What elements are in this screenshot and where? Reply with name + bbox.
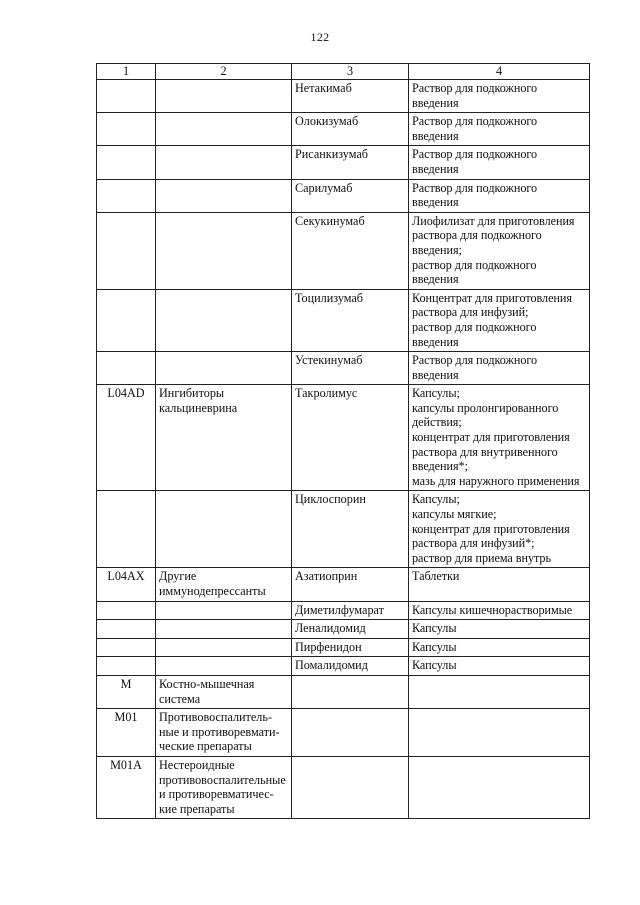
atc-code-cell [97,638,156,657]
table-row [97,709,590,757]
atc-code-cell [97,146,156,179]
atc-code-cell [97,657,156,676]
group-name-cell [156,146,292,179]
table-row [97,601,590,620]
dosage-form-cell [409,638,590,657]
drug-name-cell: Помалидомид [292,657,409,676]
drug-name-cell: Нетакимаб [292,80,409,113]
drug-name-cell [292,756,409,818]
drug-name-cell: Такролимус [292,385,409,491]
drug-name-cell: Пирфенидон [292,638,409,657]
dosage-form-line: раствор для приема внутрь [412,550,551,565]
table-row [97,568,590,601]
group-name-line: система [159,691,201,706]
dosage-form-line: Раствор для подкожного [412,114,538,129]
dosage-form-line: действия; [412,415,462,430]
atc-code-cell: M01A [97,756,156,818]
dosage-form-line: раствора для подкожного [412,228,542,243]
dosage-form-line: введения [412,367,459,382]
dosage-form-line: Капсулы; [412,386,460,401]
table-row [97,385,590,491]
group-name-line: кие препараты [159,801,235,816]
dosage-form-line: введения; [412,242,462,257]
dosage-form-cell [409,756,590,818]
group-name-cell [156,113,292,146]
group-name-line: Другие [159,569,197,584]
group-name-line: Нестероидные [159,757,235,772]
atc-code-cell [97,80,156,113]
group-name-cell [156,212,292,289]
table-row [97,352,590,385]
dosage-form-line: раствор для подкожного [412,257,537,272]
group-name-line: кальциневрина [159,400,238,415]
dosage-form-line: концентрат для приготовления [412,521,570,536]
drug-name-cell: Сарилумаб [292,179,409,212]
drug-name-cell: Леналидомид [292,620,409,639]
dosage-form-line: раствора для внутривенного [412,444,558,459]
atc-code-cell: M [97,676,156,709]
dosage-form-cell [409,80,590,113]
atc-code-cell [97,491,156,568]
dosage-form-line: Капсулы [412,639,457,654]
drug-name-cell [292,709,409,757]
group-name-line: ные и противоревмати- [159,724,280,739]
dosage-form-line: Таблетки [412,569,460,584]
dosage-form-line: введения [412,334,459,349]
drug-name-cell: Секукинумаб [292,212,409,289]
atc-code-cell: M01 [97,709,156,757]
table-header-row [97,64,590,80]
drug-table [96,63,590,819]
drug-name-cell: Диметилфумарат [292,601,409,620]
atc-code-cell: L04AX [97,568,156,601]
dosage-form-line: введения [412,128,459,143]
group-name-line: противовоспалительные [159,772,286,787]
dosage-form-cell [409,289,590,351]
table-row [97,179,590,212]
dosage-form-line: Концентрат для приготовления [412,290,572,305]
dosage-form-cell [409,352,590,385]
dosage-form-line: мазь для наружного применения [412,473,580,488]
drug-name-cell [292,676,409,709]
dosage-form-cell [409,113,590,146]
group-name-cell [156,657,292,676]
group-name-cell [156,289,292,351]
column-header-3: 3 [292,64,409,80]
atc-code-cell [97,113,156,146]
table-row [97,80,590,113]
group-name-cell [156,638,292,657]
drug-name-cell: Рисанкизумаб [292,146,409,179]
group-name-cell [156,491,292,568]
table-row [97,289,590,351]
drug-name-cell: Циклоспорин [292,491,409,568]
atc-code-cell [97,179,156,212]
dosage-form-line: Раствор для подкожного [412,147,538,162]
group-name-cell [156,620,292,639]
drug-name-cell: Азатиоприн [292,568,409,601]
dosage-form-cell [409,146,590,179]
dosage-form-line: введения [412,195,459,210]
atc-code-cell [97,212,156,289]
dosage-form-cell [409,385,590,491]
group-name-line: Противовоспалитель- [159,710,272,725]
dosage-form-line: Капсулы [412,621,457,636]
atc-code-cell [97,601,156,620]
group-name-cell [156,385,292,491]
table-row [97,113,590,146]
drug-name-cell: Устекинумаб [292,352,409,385]
atc-code-cell [97,352,156,385]
group-name-cell [156,80,292,113]
dosage-form-line: концентрат для приготовления [412,430,570,445]
dosage-form-cell [409,212,590,289]
dosage-form-cell [409,179,590,212]
dosage-form-cell [409,491,590,568]
table-row [97,676,590,709]
dosage-form-cell [409,601,590,620]
atc-code-cell [97,620,156,639]
dosage-form-line: Раствор для подкожного [412,180,538,195]
table-body [97,80,590,819]
dosage-form-cell [409,709,590,757]
table-row [97,638,590,657]
dosage-form-cell [409,620,590,639]
group-name-cell [156,676,292,709]
dosage-form-line: Капсулы кишечнорастворимые [412,602,573,617]
dosage-form-cell [409,657,590,676]
dosage-form-line: введения*; [412,459,468,474]
group-name-line: Ингибиторы [159,386,225,401]
dosage-form-cell [409,676,590,709]
column-header-1: 1 [97,64,156,80]
dosage-form-line: введения [412,272,459,287]
dosage-form-line: введения [412,95,459,110]
drug-name-cell: Олокизумаб [292,113,409,146]
group-name-cell [156,568,292,601]
drug-name-cell: Тоцилизумаб [292,289,409,351]
dosage-form-line: капсулы мягкие; [412,507,497,522]
table-row [97,756,590,818]
column-header-2: 2 [156,64,292,80]
dosage-form-line: капсулы пролонгированного [412,400,559,415]
table-row [97,491,590,568]
group-name-cell [156,601,292,620]
dosage-form-line: раствор для подкожного [412,319,537,334]
group-name-cell [156,179,292,212]
column-header-4: 4 [409,64,590,80]
group-name-cell [156,352,292,385]
table-row [97,212,590,289]
dosage-form-line: Капсулы [412,658,457,673]
dosage-form-line: раствора для инфузий*; [412,536,535,551]
table-row [97,146,590,179]
dosage-form-line: раствора для инфузий; [412,305,529,320]
group-name-line: и противоревматичес- [159,787,274,802]
dosage-form-line: Раствор для подкожного [412,81,538,95]
dosage-form-line: введения [412,161,459,176]
table-row [97,620,590,639]
dosage-form-line: Лиофилизат для приготовления [412,213,575,228]
group-name-cell [156,709,292,757]
group-name-line: Костно-мышечная [159,677,255,691]
atc-code-cell: L04AD [97,385,156,491]
dosage-form-line: Капсулы; [412,492,460,507]
group-name-line: иммунодепрессанты [159,584,266,599]
dosage-form-line: Раствор для подкожного [412,353,538,368]
group-name-line: ческие препараты [159,739,252,754]
atc-code-cell [97,289,156,351]
group-name-cell [156,756,292,818]
page-number: 122 [310,30,330,44]
table-row [97,657,590,676]
dosage-form-cell [409,568,590,601]
